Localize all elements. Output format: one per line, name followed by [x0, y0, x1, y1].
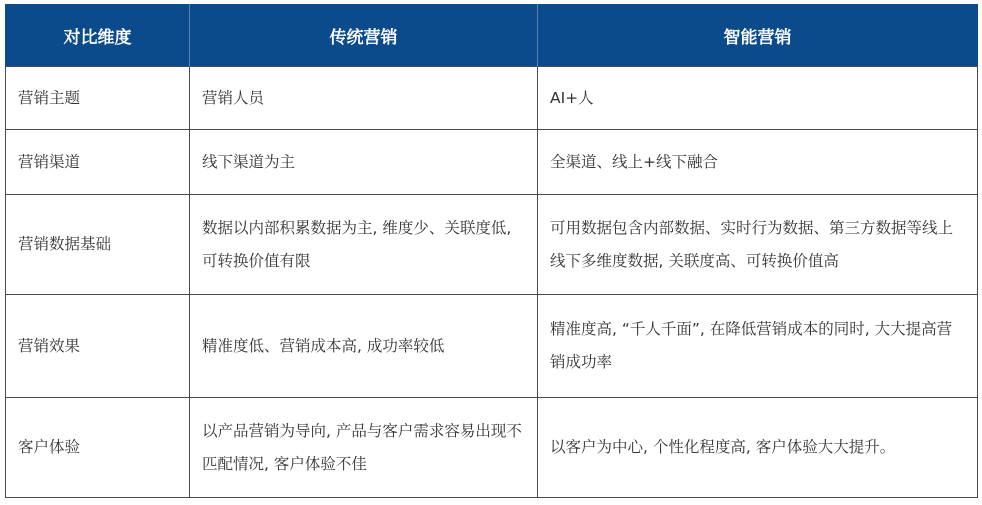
- cell-traditional: 以产品营销为导向, 产品与客户需求容易出现不匹配情况, 客户体验不佳: [190, 398, 538, 498]
- comparison-table-container: [5, 4, 977, 498]
- cell-dimension: 客户体验: [6, 398, 190, 498]
- cell-smart: AI+人: [538, 67, 978, 130]
- cell-dimension: 营销主题: [6, 67, 190, 130]
- cell-dimension: 营销渠道: [6, 130, 190, 195]
- comparison-table: [5, 4, 978, 498]
- table-header: [6, 4, 978, 67]
- cell-traditional: 线下渠道为主: [190, 130, 538, 195]
- header-dimension: 对比维度: [6, 4, 190, 67]
- cell-smart: 以客户为中心, 个性化程度高, 客户体验大大提升。: [538, 398, 978, 498]
- table-body: [6, 67, 978, 498]
- cell-dimension: 营销数据基础: [6, 195, 190, 295]
- cell-smart: 全渠道、线上+线下融合: [538, 130, 978, 195]
- cell-smart: 可用数据包含内部数据、实时行为数据、第三方数据等线上线下多维度数据, 关联度高、可转换价值高: [538, 195, 978, 295]
- cell-dimension: 营销效果: [6, 295, 190, 398]
- header-row: [6, 4, 978, 67]
- table-row: [6, 67, 978, 130]
- table-row: [6, 195, 978, 295]
- header-smart: 智能营销: [538, 4, 978, 67]
- cell-traditional: 数据以内部积累数据为主, 维度少、关联度低, 可转换价值有限: [190, 195, 538, 295]
- cell-smart: 精准度高, “千人千面”, 在降低营销成本的同时, 大大提高营销成功率: [538, 295, 978, 398]
- table-row: [6, 130, 978, 195]
- cell-traditional: 精准度低、营销成本高, 成功率较低: [190, 295, 538, 398]
- header-traditional: 传统营销: [190, 4, 538, 67]
- table-row: [6, 295, 978, 398]
- cell-traditional: 营销人员: [190, 67, 538, 130]
- table-row: [6, 398, 978, 498]
